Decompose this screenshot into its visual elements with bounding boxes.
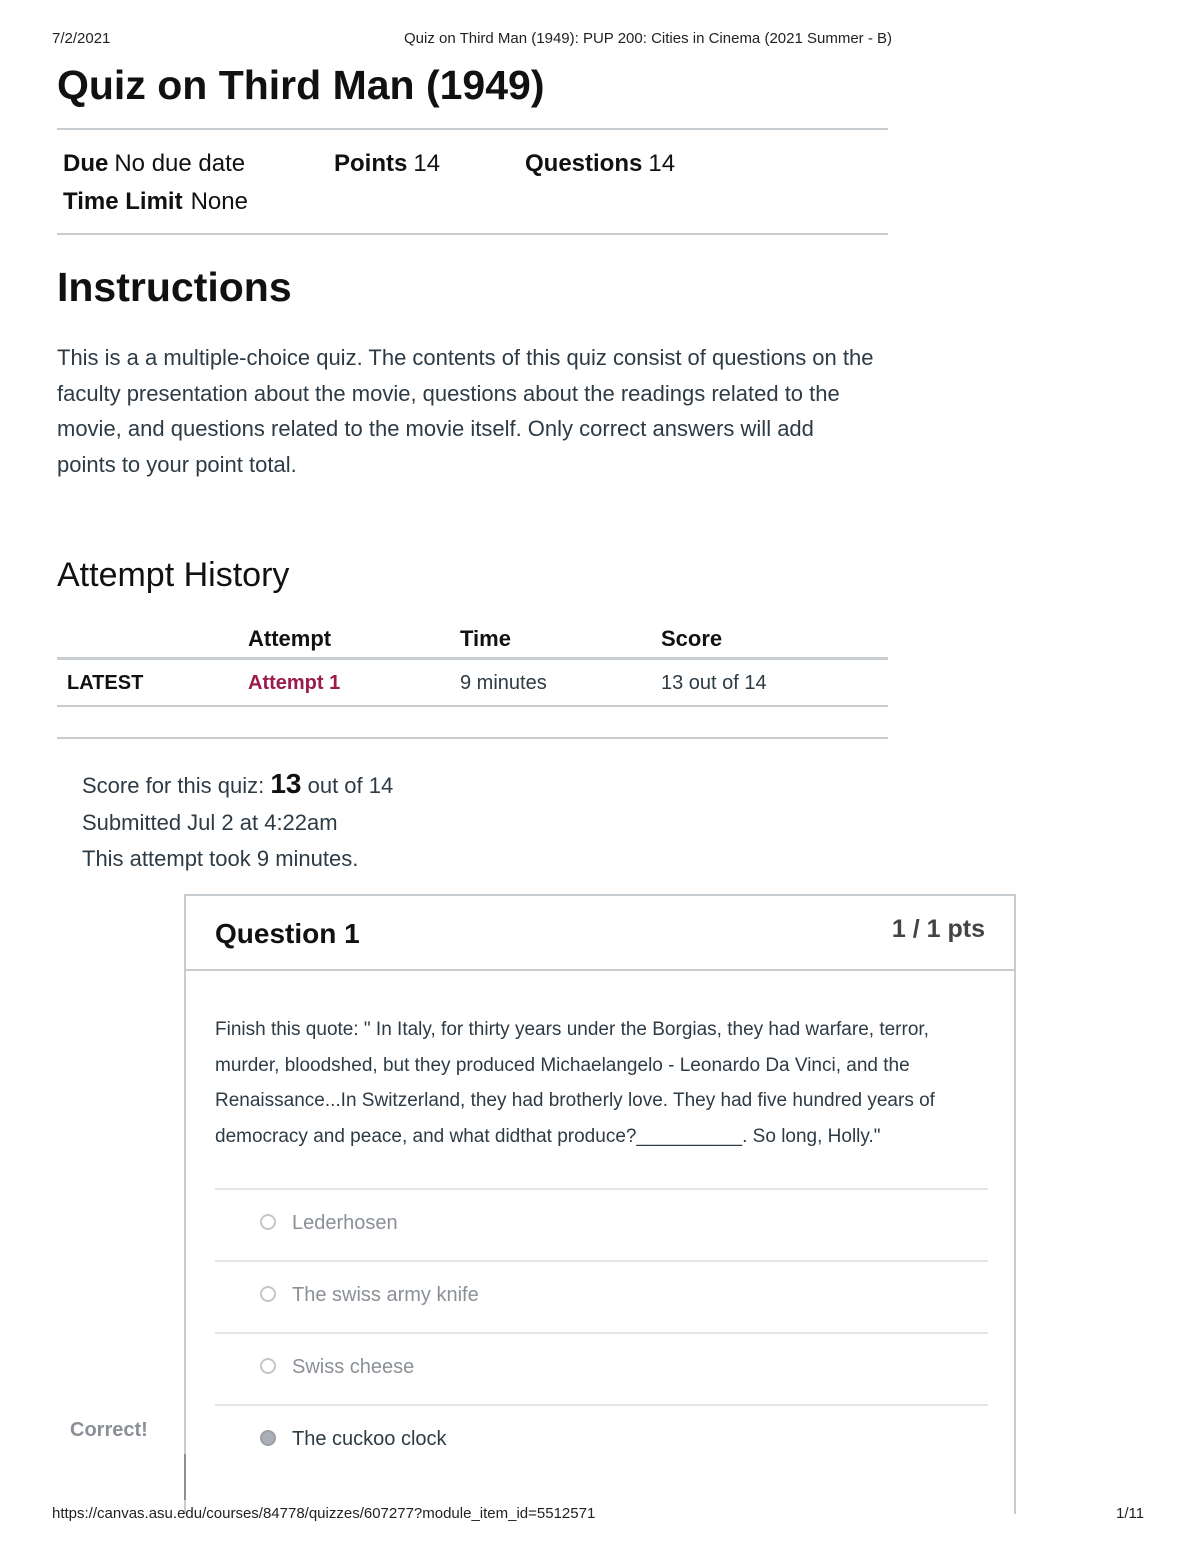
divider	[57, 233, 888, 235]
submitted-text: Submitted Jul 2 at 4:22am	[82, 809, 338, 835]
divider	[57, 705, 888, 707]
attempt-history-heading: Attempt History	[57, 556, 290, 594]
column-header-attempt: Attempt	[248, 626, 332, 651]
latest-tag: LATEST	[67, 672, 144, 694]
question-text: Finish this quote: " In Italy, for thirty years under the Borgias, they had warfare, terror, murder, bloodshed, but they produced Michaelangelo - Leonardo Da Vinci, and the Renaissance...In Switzerland, they had brotherly love. They had five hundred years of democracy and peace, and what didthat produce?__________. So long, Holly."	[215, 1019, 935, 1147]
radio-button[interactable]	[260, 1214, 276, 1230]
attempt-score: 13 out of 14	[661, 672, 767, 694]
page-title: Quiz on Third Man (1949)	[57, 62, 545, 108]
radio-button[interactable]	[260, 1286, 276, 1302]
questions-label: Questions	[525, 150, 643, 177]
score-prefix: Score for this quiz:	[82, 773, 265, 798]
due-label: Due	[63, 150, 109, 177]
instructions-text: This is a a multiple-choice quiz. The contents of this quiz consist of questions on the faculty presentation about the movie, questions about the readings related to the movie, and questions related to the movie itself. Only correct answers will add points to your point total.	[57, 345, 874, 477]
instructions-heading: Instructions	[57, 264, 292, 310]
due-detail	[63, 150, 245, 178]
duration-text: This attempt took 9 minutes.	[82, 846, 359, 871]
score-value: 13	[270, 768, 302, 799]
print-page-title: Quiz on Third Man (1949): PUP 200: Cities in Cinema (2021 Summer - B)	[404, 30, 892, 47]
question-header	[186, 896, 1014, 971]
radio-button[interactable]	[260, 1358, 276, 1374]
attempt-1-link[interactable]: Attempt 1	[248, 672, 341, 694]
question-card	[184, 894, 1016, 1514]
points-label: Points	[334, 150, 408, 177]
answer-indicator-bar	[184, 1454, 186, 1500]
column-header-score: Score	[661, 626, 723, 651]
print-page-number: 1/11	[1116, 1505, 1145, 1522]
table-header-divider	[57, 657, 888, 660]
questions-detail	[525, 150, 675, 178]
answer-label: Lederhosen	[292, 1212, 398, 1234]
time-limit-value: None	[190, 188, 248, 215]
question-points: 1 / 1 pts	[891, 915, 985, 943]
time-limit-label: Time Limit	[63, 188, 183, 215]
score-suffix: out of 14	[307, 773, 394, 798]
answer-label: The swiss army knife	[292, 1284, 479, 1306]
radio-button-selected[interactable]	[260, 1430, 276, 1446]
print-date: 7/2/2021	[52, 30, 111, 47]
correct-answer-flag: Correct!	[70, 1419, 148, 1441]
answer-option[interactable]	[215, 1404, 988, 1478]
attempt-time: 9 minutes	[460, 672, 547, 694]
column-header-time: Time	[460, 626, 511, 651]
answer-label: The cuckoo clock	[292, 1428, 447, 1450]
divider	[57, 128, 888, 130]
time-limit-detail	[63, 188, 248, 216]
question-title: Question 1	[215, 918, 360, 949]
questions-value: 14	[648, 150, 676, 177]
answer-option[interactable]	[215, 1332, 988, 1406]
answer-label: Swiss cheese	[292, 1356, 415, 1378]
points-value: 14	[413, 150, 441, 177]
score-line	[82, 766, 393, 805]
divider	[57, 737, 888, 739]
due-value: No due date	[114, 150, 246, 177]
score-summary	[82, 766, 393, 878]
answer-option[interactable]	[215, 1188, 988, 1262]
points-detail	[334, 150, 440, 178]
print-url: https://canvas.asu.edu/courses/84778/quizzes/607277?module_item_id=5512571	[52, 1505, 596, 1522]
answer-option[interactable]	[215, 1260, 988, 1334]
